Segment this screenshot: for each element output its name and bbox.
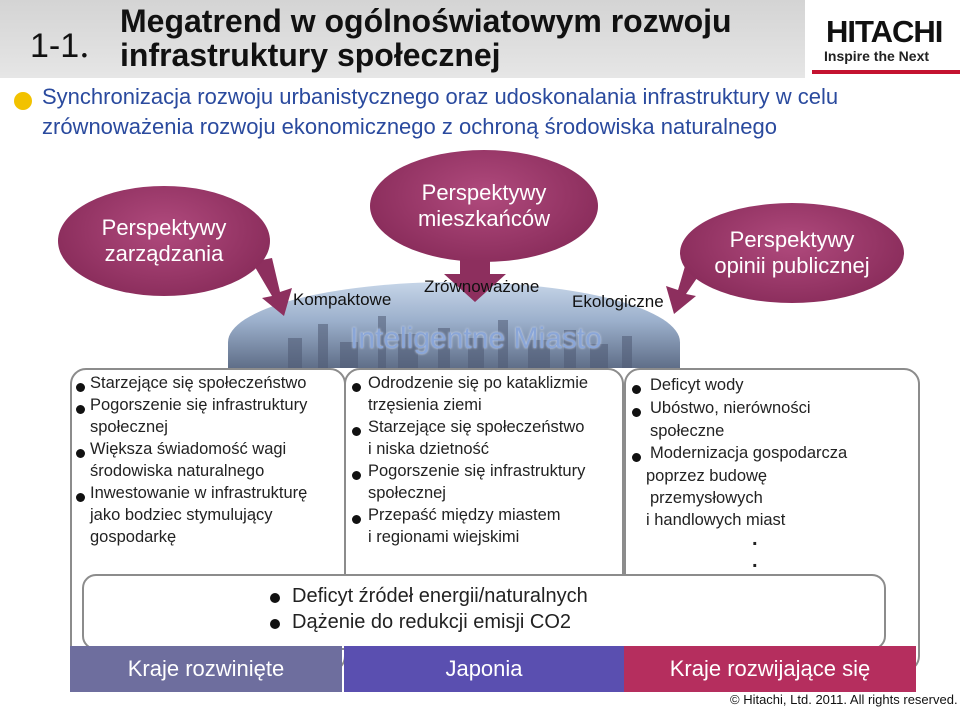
oval-public-opinion-perspective <box>680 203 904 303</box>
copyright: © Hitachi, Ltd. 2011. All rights reserved. <box>730 692 958 707</box>
slide-title-line1: Megatrend w ogólnoświatowym rozwoju <box>120 3 732 39</box>
subtitle-line2: zrównoważenia rozwoju ekonomicznego z ochroną środowiska naturalnego <box>42 114 777 139</box>
bullet-icon <box>270 619 280 629</box>
developing-line: Modernizacja gospodarcza <box>650 444 848 462</box>
subtitle-line1: Synchronizacja rozwoju urbanistycznego oraz udoskonalania infrastruktury w celu <box>42 84 839 109</box>
developing-line: społeczne <box>650 422 725 440</box>
bullet-dot-icon <box>14 92 32 110</box>
developing-line: i handlowych miast <box>646 511 786 529</box>
bullet-icon <box>76 405 85 414</box>
japan-line: trzęsienia ziemi <box>368 396 482 414</box>
developed-line: Pogorszenie się infrastruktury <box>90 396 308 414</box>
bullet-icon <box>352 471 361 480</box>
oval-right-line1: Perspektywy <box>729 227 855 252</box>
developed-line: społecznej <box>90 418 168 436</box>
developed-line: Większa świadomość wagi <box>90 440 287 458</box>
developed-line: gospodarkę <box>90 528 177 546</box>
bullet-icon <box>352 383 361 392</box>
oval-residents-perspective <box>370 150 598 262</box>
ellipsis-dot: . <box>752 550 758 572</box>
bullet-icon <box>76 383 85 392</box>
logo-accent-line <box>812 70 960 74</box>
label-smart-city: Inteligentne Miasto <box>350 322 602 355</box>
bullet-icon <box>632 408 641 417</box>
label-sustainable: Zrównoważone <box>424 277 540 296</box>
bullet-icon <box>76 493 85 502</box>
developed-line: środowiska naturalnego <box>90 462 265 480</box>
footer-developed-countries: Kraje rozwinięte <box>70 646 342 692</box>
footer-developing-countries: Kraje rozwijające się <box>624 646 916 692</box>
developing-line: Ubóstwo, nierówności <box>650 399 811 417</box>
bullet-icon <box>352 515 361 524</box>
slide-title-line2: infrastruktury społecznej <box>120 37 501 73</box>
developed-line: jako bodziec stymulujący <box>90 506 273 524</box>
developing-line: Deficyt wody <box>650 376 744 394</box>
developed-line: Starzejące się społeczeństwo <box>90 374 307 392</box>
bullet-icon <box>632 385 641 394</box>
japan-line: Pogorszenie się infrastruktury <box>368 462 586 480</box>
oval-center-line1: Perspektywy <box>421 180 547 205</box>
japan-line: społecznej <box>368 484 446 502</box>
bullet-icon <box>270 593 280 603</box>
oval-left-line2: zarządzania <box>104 241 224 266</box>
developing-line: przemysłowych <box>650 489 763 507</box>
footer-japan: Japonia <box>344 646 624 692</box>
japan-line: i regionami wiejskimi <box>368 528 520 546</box>
japan-line: Odrodzenie się po kataklizmie <box>368 374 589 392</box>
label-ecological: Ekologiczne <box>572 292 664 311</box>
common-line: Deficyt źródeł energii/naturalnych <box>292 585 588 607</box>
oval-center-line2: mieszkańców <box>417 206 551 231</box>
logo-tagline: Inspire the Next <box>824 48 930 64</box>
oval-right-line2: opinii publicznej <box>714 253 870 278</box>
oval-left-line1: Perspektywy <box>101 215 227 240</box>
bullet-icon <box>76 449 85 458</box>
oval-management-perspective <box>58 186 270 296</box>
common-line: Dążenie do redukcji emisji CO2 <box>292 611 572 633</box>
japan-line: Starzejące się społeczeństwo <box>368 418 585 436</box>
logo-wordmark: HITACHI <box>826 14 943 49</box>
developed-line: Inwestowanie w infrastrukturę <box>90 484 308 502</box>
slide-number: 1-1． <box>30 27 114 65</box>
label-compact: Kompaktowe <box>293 290 392 309</box>
bullet-icon <box>352 427 361 436</box>
slide-title <box>120 4 732 72</box>
ellipsis-dot: . <box>752 528 758 550</box>
japan-line: Przepaść między miastem <box>368 506 561 524</box>
japan-line: i niska dzietność <box>368 440 490 458</box>
developing-line: poprzez budowę <box>646 467 768 485</box>
bullet-icon <box>632 453 641 462</box>
